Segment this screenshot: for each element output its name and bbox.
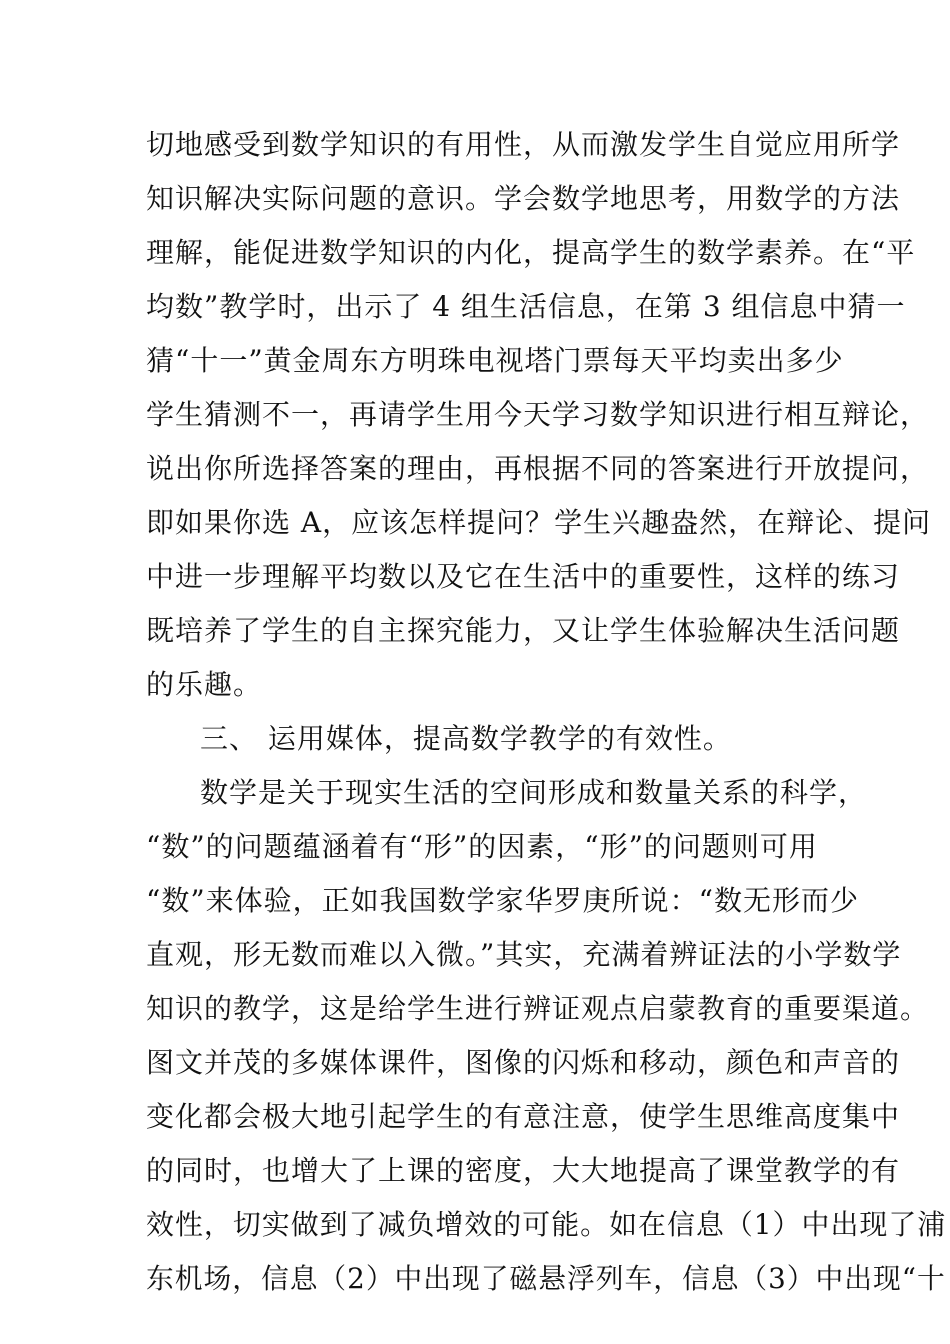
text-line: 直观，形无数而难以入微。”其实，充满着辨证法的小学数学 — [146, 938, 902, 971]
text-line: “数”的问题蕴涵着有“形”的因素，“形”的问题则可用 — [146, 830, 818, 863]
paragraph-first-line: 数学是关于现实生活的空间形成和数量关系的科学， — [200, 776, 868, 809]
text-line: 中进一步理解平均数以及它在生活中的重要性，这样的练习 — [146, 560, 901, 593]
text-line: 知识的教学，这是给学生进行辨证观点启蒙教育的重要渠道。 — [146, 992, 930, 1025]
text-line: 知识解决实际问题的意识。学会数学地思考，用数学的方法 — [146, 182, 901, 215]
text-line: “数”来体验，正如我国数学家华罗庚所说：“数无形而少 — [146, 884, 859, 917]
text-line: 的同时，也增大了上课的密度，大大地提高了课堂教学的有 — [146, 1154, 901, 1187]
text-line: 均数”教学时，出示了 4 组生活信息，在第 3 组信息中猜一 — [146, 290, 906, 323]
text-line: 的乐趣。 — [146, 668, 263, 701]
text-line: 图文并茂的多媒体课件，图像的闪烁和移动，颜色和声音的 — [146, 1046, 901, 1079]
text-line: 东机场，信息（2）中出现了磁悬浮列车，信息（3）中出现“十 — [146, 1262, 946, 1295]
text-line: 理解，能促进数学知识的内化，提高学生的数学素养。在“平 — [146, 236, 916, 269]
text-line: 猜“十一”黄金周东方明珠电视塔门票每天平均卖出多少 — [146, 344, 844, 377]
text-line: 学生猜测不一，再请学生用今天学习数学知识进行相互辩论， — [146, 398, 930, 431]
text-line: 效性，切实做到了减负增效的可能。如在信息（1）中出现了浦 — [146, 1208, 947, 1241]
text-line: 即如果你选 A，应该怎样提问？学生兴趣盎然，在辩论、提问 — [146, 506, 932, 539]
text-line: 说出你所选择答案的理由，再根据不同的答案进行开放提问， — [146, 452, 930, 485]
document-body — [146, 118, 947, 1306]
text-line: 既培养了学生的自主探究能力，又让学生体验解决生活问题 — [146, 614, 901, 647]
section-heading: 三、 运用媒体，提高数学教学的有效性。 — [200, 722, 732, 755]
text-line: 变化都会极大地引起学生的有意注意，使学生思维高度集中 — [146, 1100, 901, 1133]
text-line: 切地感受到数学知识的有用性，从而激发学生自觉应用所学 — [146, 128, 901, 161]
